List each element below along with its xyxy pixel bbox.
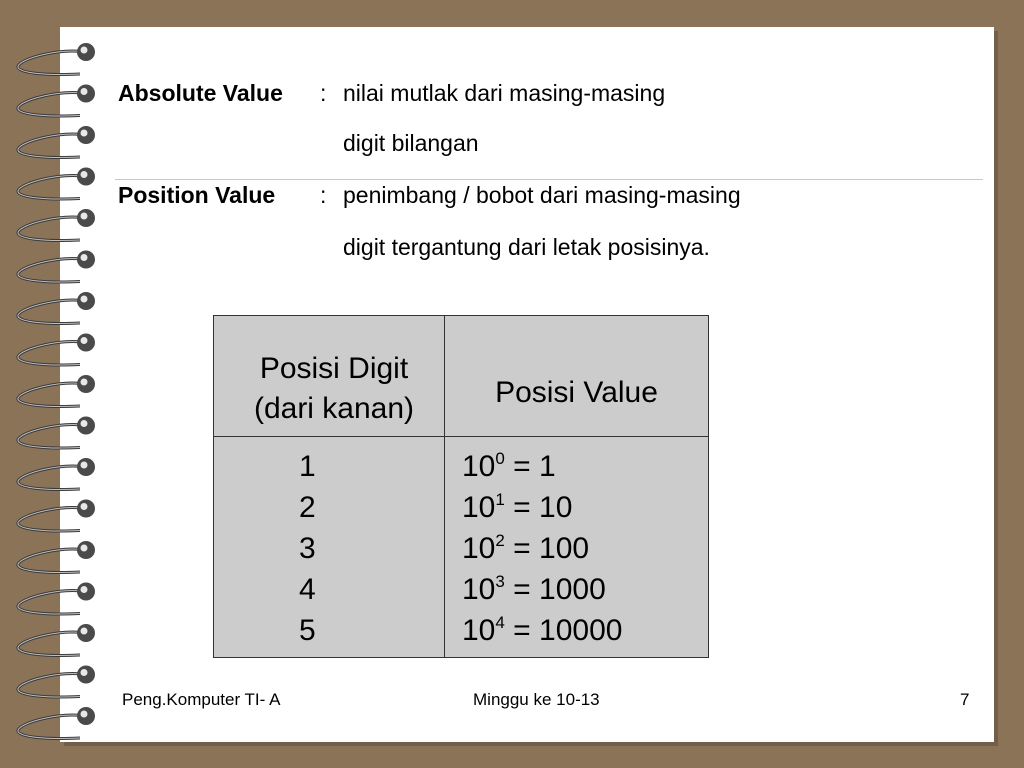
table-row-digit: 3 [299, 532, 316, 565]
position-value-term: Position Value [118, 182, 276, 208]
digit-column [299, 446, 316, 651]
table-row-digit: 5 [299, 614, 316, 647]
spiral-ring [18, 583, 95, 615]
power-result: = 1 [504, 450, 556, 483]
header-posisi-digit [214, 349, 454, 429]
power-result: = 1000 [504, 573, 606, 606]
table-row-value [462, 528, 622, 569]
power-exponent: 3 [495, 572, 505, 591]
header-posisi-value: Posisi Value [495, 376, 658, 409]
absolute-value-term: Absolute Value [118, 80, 283, 106]
divider [115, 179, 983, 180]
spiral-ring [18, 541, 95, 573]
spiral-ring [18, 417, 95, 449]
power-result: = 10 [504, 491, 573, 524]
table-row-value [462, 569, 622, 610]
spiral-ring [18, 251, 95, 283]
footer-week: Minggu ke 10-13 [473, 690, 600, 709]
power-exponent: 4 [495, 613, 505, 632]
position-value-line1: penimbang / bobot dari masing-masing [343, 182, 741, 208]
power-exponent: 0 [495, 449, 505, 468]
table-row-value [462, 487, 622, 528]
table-row-digit: 2 [299, 491, 316, 524]
table-header-divider [214, 436, 708, 437]
power-base: 10 [462, 532, 496, 565]
absolute-value-line2: digit bilangan [343, 130, 479, 156]
spiral-binding [0, 0, 110, 768]
spiral-ring [18, 334, 95, 366]
header-posisi-digit-line1: Posisi Digit [259, 352, 409, 385]
header-posisi-digit-line2: (dari kanan) [253, 392, 415, 425]
spiral-ring [18, 707, 95, 739]
footer-course: Peng.Komputer TI- A [122, 690, 281, 709]
spiral-ring [18, 43, 95, 75]
spiral-ring [18, 375, 95, 407]
absolute-value-separator: : [320, 80, 327, 106]
absolute-value-line1: nilai mutlak dari masing-masing [343, 80, 666, 106]
table-row-value [462, 446, 622, 487]
spiral-ring [18, 458, 95, 490]
spiral-ring [18, 126, 95, 158]
power-exponent: 1 [495, 490, 505, 509]
position-value-line2: digit tergantung dari letak posisinya. [343, 234, 710, 260]
table-row-digit: 1 [299, 450, 316, 483]
power-result: = 100 [504, 532, 590, 565]
spiral-ring [18, 624, 95, 656]
page-number: 7 [960, 690, 970, 709]
value-column [462, 446, 622, 651]
power-base: 10 [462, 491, 496, 524]
spiral-ring [18, 209, 95, 241]
spiral-ring [18, 85, 95, 117]
spiral-ring [18, 500, 95, 532]
spiral-ring [18, 666, 95, 698]
power-base: 10 [462, 614, 496, 647]
table-row-value [462, 610, 622, 651]
power-exponent: 2 [495, 531, 505, 550]
power-base: 10 [462, 450, 496, 483]
spiral-ring [18, 292, 95, 324]
spiral-ring [18, 168, 95, 200]
position-value-separator: : [320, 182, 327, 208]
position-table [213, 315, 709, 658]
power-result: = 10000 [504, 614, 623, 647]
power-base: 10 [462, 573, 496, 606]
table-row-digit: 4 [299, 573, 316, 606]
